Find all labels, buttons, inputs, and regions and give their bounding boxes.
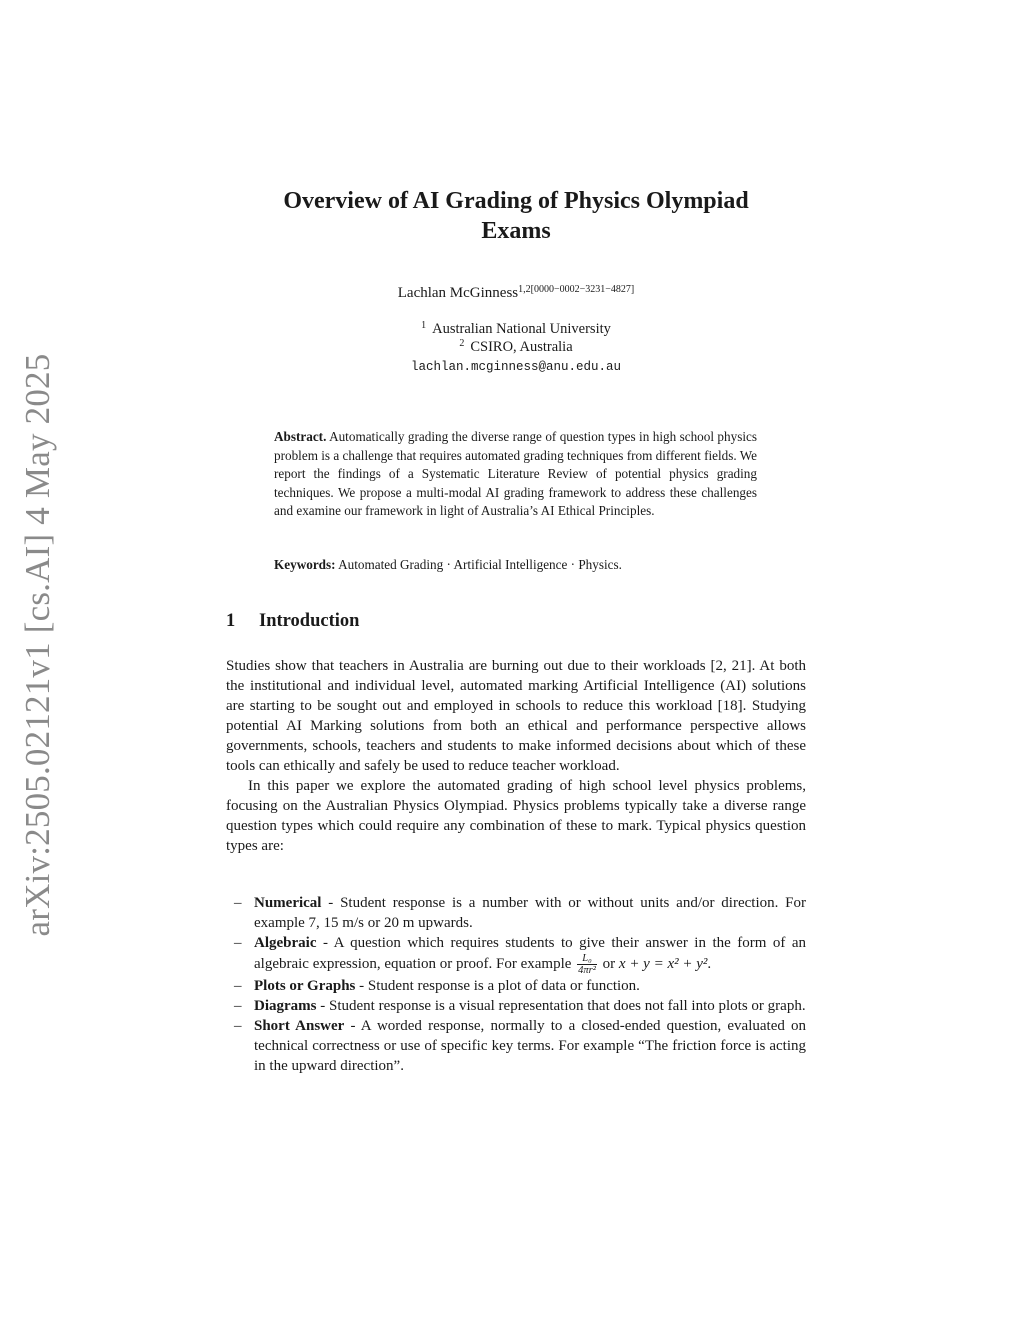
question-type-list	[226, 893, 806, 1076]
list-bullet: –	[234, 895, 242, 911]
list-text: - A question which requires students to give their answer in the form of an algebraic expression, equation or proof. For example	[254, 935, 806, 972]
affiliation-2-name: CSIRO, Australia	[470, 339, 573, 355]
affiliation-2-num: 2	[459, 338, 465, 349]
section-heading	[226, 611, 359, 632]
list-text: - A worded response, normally to a closed-ended question, evaluated on technical correctness or use of specific key terms. For example “The friction force is acting in the upward direction”.	[254, 1018, 806, 1074]
intro-body	[226, 656, 806, 856]
list-bullet: –	[234, 1018, 242, 1034]
paragraph-1: Studies show that teachers in Australia are burning out due to their workloads [2, 21]. At both the institutional and individual level, automated marking Artificial Intelligence (AI) solutions are starting to be sought out and employed in schools to reduce this workload [18]. Studying potential AI Marking solutions from both an ethical and performance perspective allows governments, schools, teachers and students to make informed decisions about which of these tools can ethically and safely be used to reduce teacher workload.	[226, 658, 806, 774]
list-text: - Student response is a visual representation that does not fall into plots or graph.	[316, 998, 806, 1014]
paper-title	[226, 186, 806, 246]
fraction-denominator: 4πr²	[578, 965, 596, 976]
arxiv-stamp-text: arXiv:2505.02121v1 [cs.AI] 4 May 2025	[18, 353, 57, 937]
list-item-plots	[226, 976, 806, 996]
author-line	[226, 284, 806, 302]
keywords	[274, 557, 757, 573]
section-number: 1	[226, 611, 236, 631]
author-name: Lachlan McGinness	[397, 285, 519, 301]
affiliation-2	[226, 338, 806, 356]
fraction	[577, 953, 597, 976]
fraction-numerator: L₀	[577, 953, 597, 965]
list-term: Numerical	[254, 895, 322, 911]
affiliation-1-num: 1	[421, 320, 427, 331]
email-line	[226, 358, 806, 375]
abstract	[274, 428, 757, 521]
author-email[interactable]: lachlan.mcginness@anu.edu.au	[410, 360, 622, 374]
list-term: Short Answer	[254, 1018, 345, 1034]
paragraph-2: In this paper we explore the automated grading of high school level physics problems, focusing on the Australian Physics Olympiad. Physics problems typically take a diverse range question types which could require any combination of these to mark. Typical physics question types are:	[226, 778, 806, 854]
list-item-diagrams	[226, 996, 806, 1016]
title-line-2: Exams	[481, 218, 551, 244]
list-term: Plots or Graphs	[254, 978, 356, 994]
abstract-label: Abstract.	[274, 429, 327, 444]
list-text: - Student response is a plot of data or function.	[355, 978, 640, 994]
list-bullet: –	[234, 978, 242, 994]
list-term: Algebraic	[254, 935, 317, 951]
affiliation-1	[226, 320, 806, 338]
list-item-short-answer	[226, 1016, 806, 1076]
list-bullet: –	[234, 998, 242, 1014]
author-orcid: 1,2[0000−0002−3231−4827]	[518, 284, 635, 295]
list-text-after: or	[598, 955, 619, 972]
affiliation-1-name: Australian National University	[432, 321, 611, 337]
list-bullet: –	[234, 935, 242, 951]
list-text: - Student response is a number with or without units and/or direction. For example 7, 15 m/s or 20 m upwards.	[254, 895, 806, 931]
list-item-numerical	[226, 893, 806, 933]
list-text-end: .	[707, 955, 712, 972]
title-line-1: Overview of AI Grading of Physics Olympiad	[283, 188, 749, 214]
section-title: Introduction	[259, 611, 360, 631]
list-item-algebraic	[226, 933, 806, 976]
equation: x + y = x² + y²	[618, 955, 708, 972]
keywords-text: Automated Grading · Artificial Intelligence · Physics.	[338, 557, 622, 572]
abstract-text: Automatically grading the diverse range of question types in high school physics problem is a challenge that requires automated grading techniques from different fields. We report the findings of a Systematic Literature Review of potential physics grading techniques. We propose a multi-modal AI grading framework to address these challenges and examine our framework in light of Australia’s AI Ethical Principles.	[274, 429, 757, 519]
list-term: Diagrams	[254, 998, 317, 1014]
keywords-label: Keywords:	[274, 557, 336, 572]
